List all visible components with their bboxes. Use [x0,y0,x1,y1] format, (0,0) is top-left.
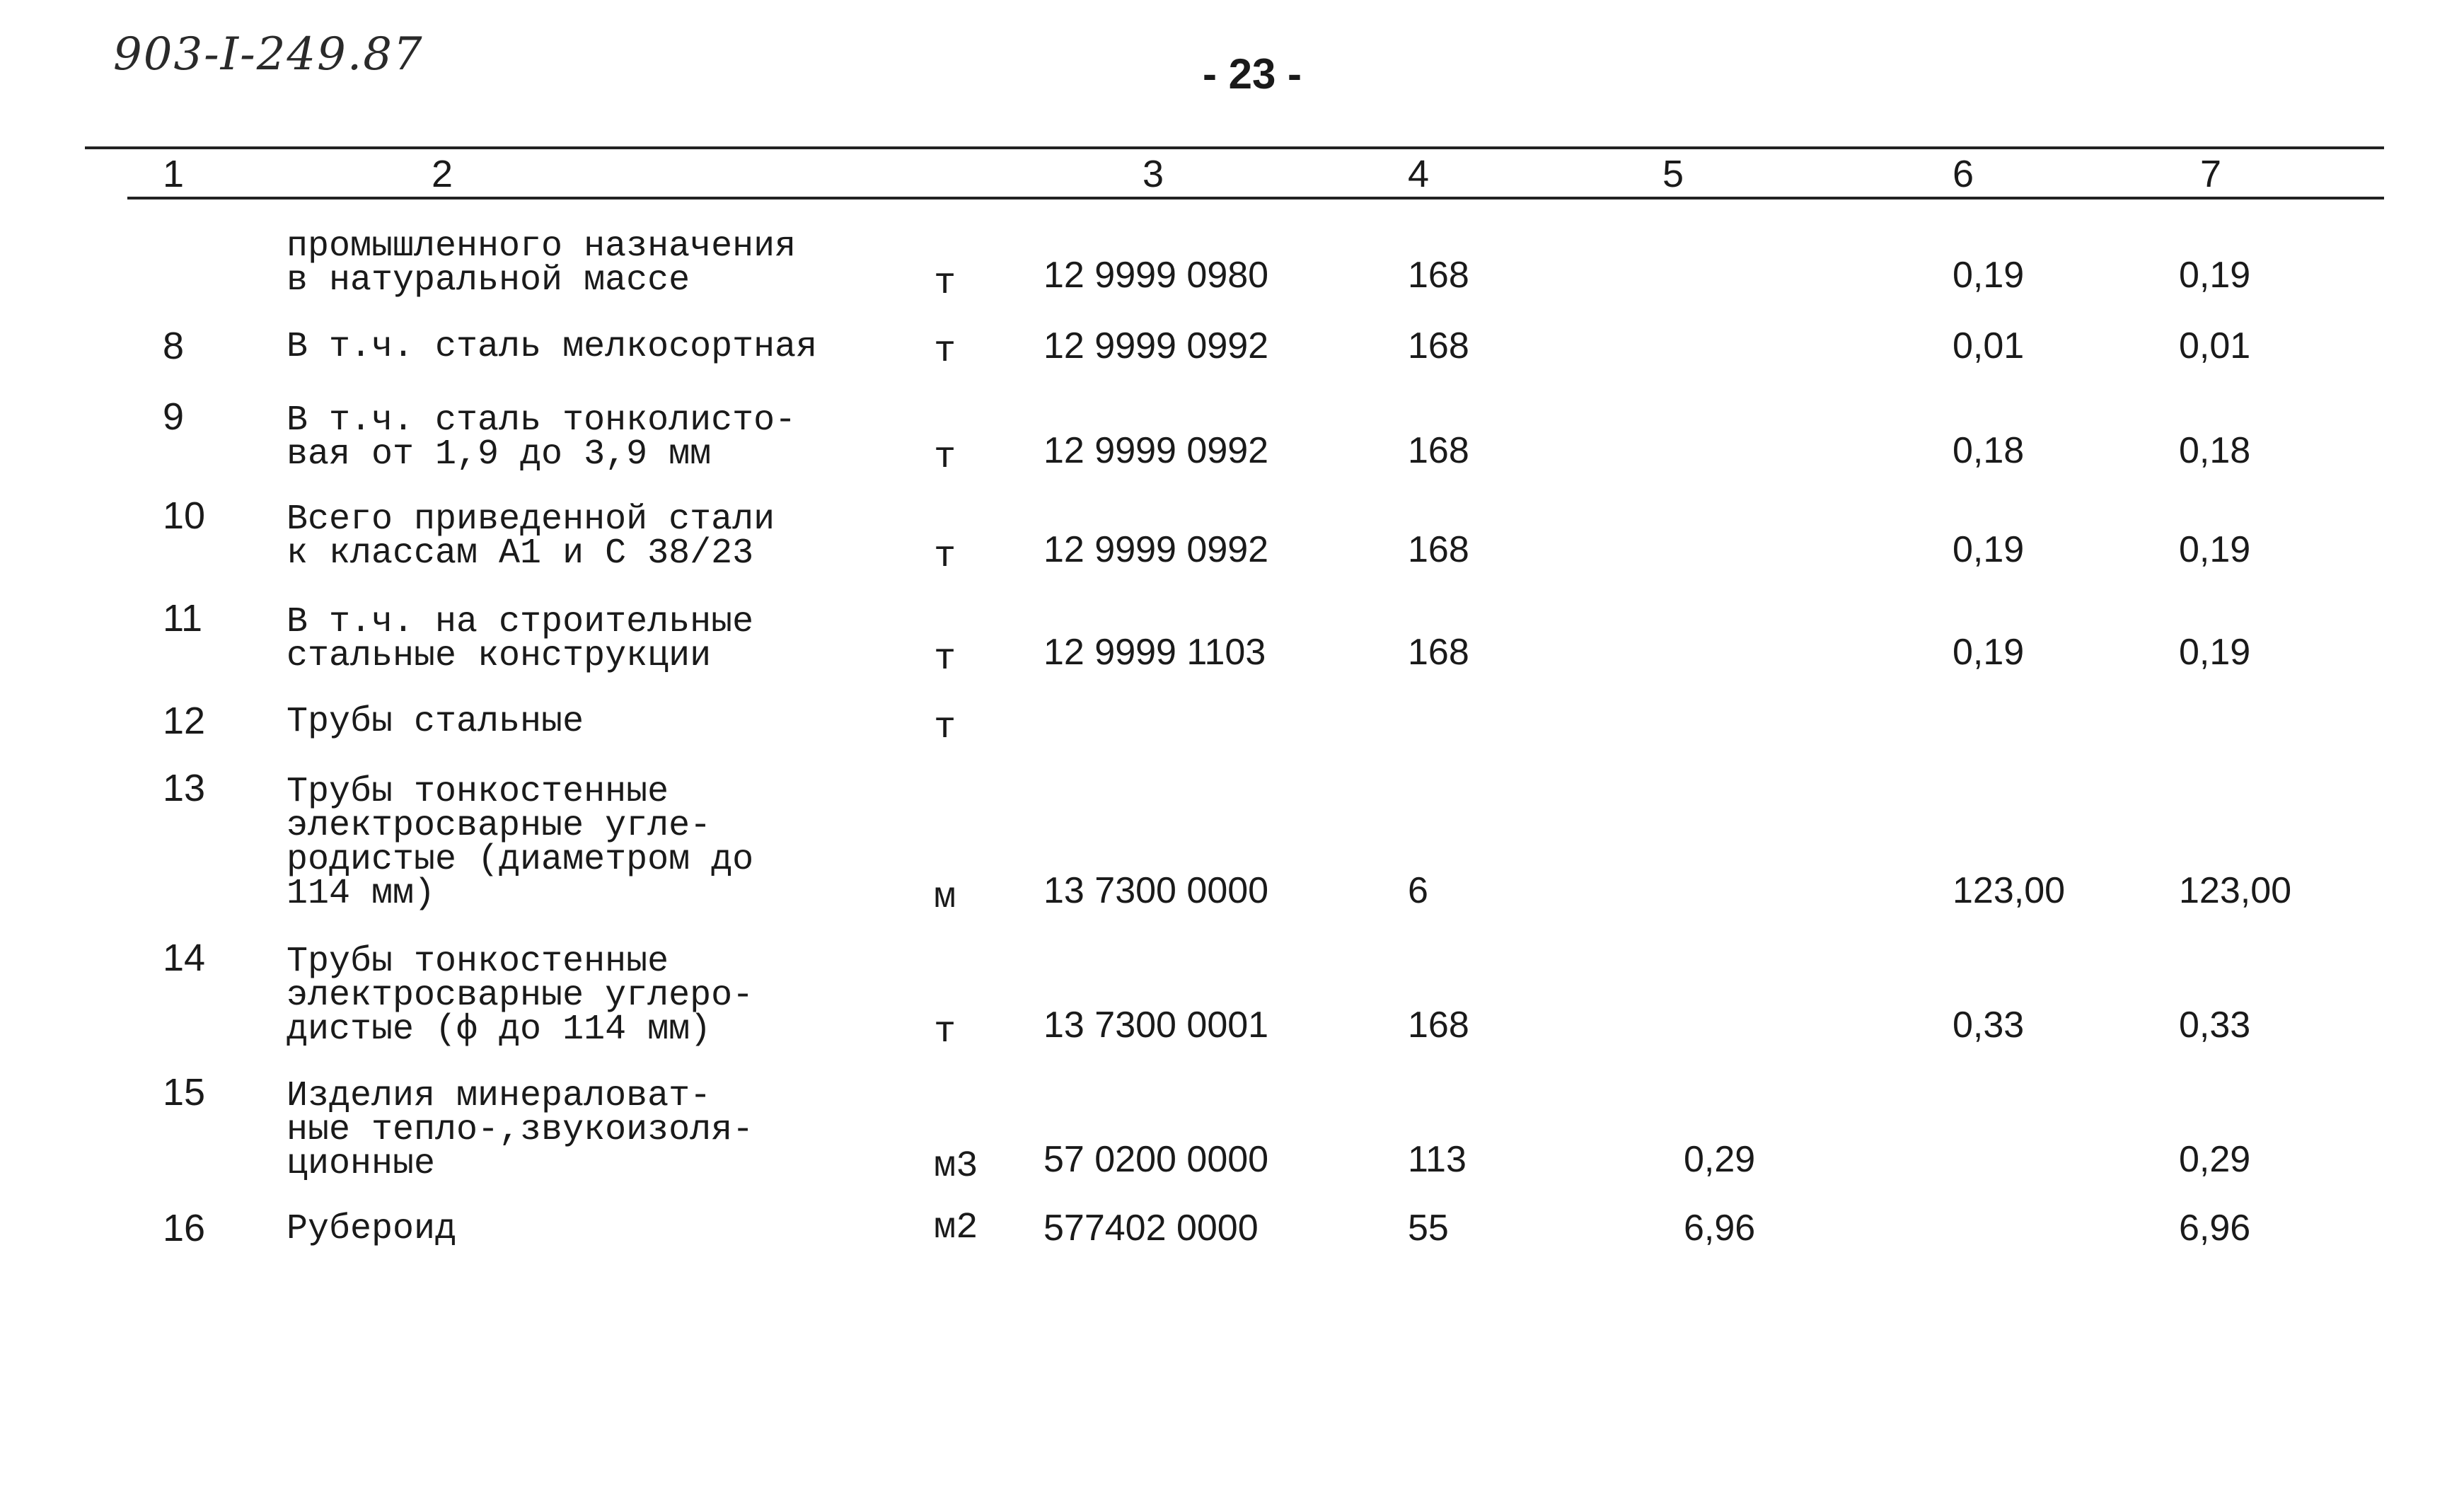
column-number-7: 7 [2199,153,2222,195]
col-4-value: 168 [1408,430,1469,471]
column-number-5: 5 [1662,153,1684,195]
col-6-value: 0,01 [1953,325,2025,366]
row-number: 14 [163,937,206,979]
row-number: 16 [163,1207,206,1249]
material-name: Изделия минераловат- ные тепло-,звукоизоля- ционные [287,1076,754,1184]
page-number: - 23 - [1203,50,1302,98]
material-name: В т.ч. сталь тонколисто- вая от 1,9 до 3,9 мм [287,400,797,475]
col-7-value: 0,33 [2179,1005,2251,1046]
col-6-value: 0,19 [1953,255,2025,296]
col-4-value: 168 [1408,325,1469,366]
code: 13 7300 0000 [1043,870,1269,911]
row-number: 12 [163,700,206,742]
col-7-value: 0,29 [2179,1139,2251,1180]
col-7-value: 6,96 [2179,1208,2251,1249]
code: 12 9999 1103 [1043,632,1266,673]
material-name: Всего приведенной стали к классам А1 и С 38/23 [287,499,775,574]
code: 57 0200 0000 [1043,1139,1269,1180]
col-4-value: 55 [1408,1208,1449,1249]
column-number-1: 1 [162,153,185,195]
col-4-value: 168 [1408,1005,1469,1046]
material-name: В т.ч. сталь мелкосортная [287,327,818,367]
unit: м3 [934,1145,978,1187]
col-4-value: 168 [1408,529,1469,570]
col-6-value: 0,33 [1953,1005,2025,1046]
col-4-value: 168 [1408,632,1469,673]
column-number-3: 3 [1142,153,1164,195]
column-number-6: 6 [1952,153,1974,195]
material-name: Трубы тонкостенные электросварные угле- родистые (диаметром до 114 мм) [287,772,754,914]
col-4-value: 113 [1408,1139,1467,1180]
unit: т [934,262,956,304]
col-4-value: 168 [1408,255,1469,296]
row-number: 13 [163,767,206,809]
column-number-2: 2 [431,153,453,195]
code: 12 9999 0992 [1043,325,1269,366]
table-header-rule [127,197,2384,199]
col-7-value: 0,01 [2179,325,2251,366]
material-name: Трубы тонкостенные электросварные углеро- дистые (ф до 114 мм) [287,942,754,1050]
col-7-value: 123,00 [2179,870,2292,911]
row-number: 10 [163,494,206,537]
code: 577402 0000 [1043,1208,1259,1249]
material-name: В т.ч. на строительные стальные конструкции [287,602,754,676]
col-7-value: 0,19 [2179,632,2251,673]
unit: м2 [934,1207,978,1249]
unit: т [934,638,956,680]
code: 12 9999 0992 [1043,430,1269,471]
col-6-value: 0,19 [1953,529,2025,570]
material-name: Трубы стальные [287,702,584,742]
column-number-4: 4 [1407,153,1430,195]
col-7-value: 0,18 [2179,430,2251,471]
row-number: 11 [163,597,203,640]
col-6-value: 123,00 [1953,870,2066,911]
code: 12 9999 0992 [1043,529,1269,570]
unit: м [934,877,956,918]
row-number: 15 [163,1071,206,1113]
unit: т [934,536,956,577]
col-5-value: 0,29 [1684,1139,1756,1180]
material-name: Рубероид [287,1209,457,1249]
col-7-value: 0,19 [2179,255,2251,296]
material-name: промышленного назначения в натуральной массе [287,226,797,301]
unit: т [934,436,956,478]
code: 13 7300 0001 [1043,1005,1269,1046]
document-code: 903-I-249.87 [113,28,424,81]
col-6-value: 0,18 [1953,430,2025,471]
col-4-value: 6 [1408,870,1428,911]
code: 12 9999 0980 [1043,255,1269,296]
row-number: 8 [163,325,185,367]
unit: т [934,330,956,372]
row-number: 9 [163,395,185,438]
unit: т [934,1011,956,1053]
col-5-value: 6,96 [1684,1208,1756,1249]
col-6-value: 0,19 [1953,632,2025,673]
col-7-value: 0,19 [2179,529,2251,570]
table-top-rule [85,146,2384,149]
unit: т [934,707,956,748]
